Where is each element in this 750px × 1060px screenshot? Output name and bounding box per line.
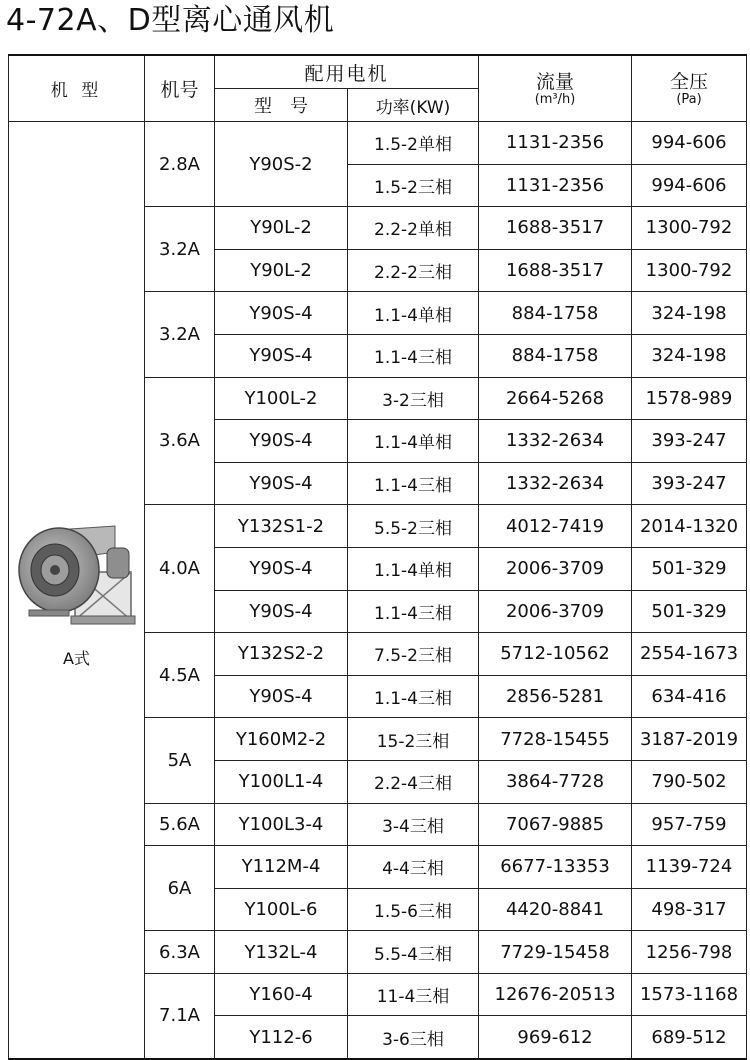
flow-cell: 7067-9885: [479, 803, 632, 846]
motor-model-cell: Y90S-4: [215, 334, 348, 377]
motor-power-cell: 11-4三相: [348, 973, 479, 1016]
pressure-cell: 994-606: [632, 164, 747, 207]
motor-model-cell: Y112M-4: [215, 846, 348, 889]
flow-cell: 2856-5281: [479, 675, 632, 718]
model-caption: A式: [63, 648, 90, 668]
col-header-motor-group: 配用电机: [215, 55, 479, 89]
pressure-cell: 994-606: [632, 122, 747, 165]
pressure-cell: 501-329: [632, 590, 747, 633]
col-header-model-type: 机 型: [9, 55, 145, 122]
machine-no-cell: 7.1A: [145, 973, 215, 1059]
motor-model-cell: Y132S1-2: [215, 505, 348, 548]
motor-model-cell: Y160-4: [215, 973, 348, 1016]
flow-cell: 884-1758: [479, 292, 632, 335]
motor-power-cell: 1.1-4单相: [348, 420, 479, 463]
pressure-cell: 1300-792: [632, 249, 747, 292]
pressure-cell: 689-512: [632, 1016, 747, 1059]
machine-no-cell: 4.5A: [145, 633, 215, 718]
flow-cell: 7728-15455: [479, 718, 632, 761]
flow-cell: 6677-13353: [479, 846, 632, 889]
table-body: [9, 122, 747, 1060]
motor-model-cell: Y90S-4: [215, 292, 348, 335]
flow-cell: 1688-3517: [479, 249, 632, 292]
pressure-cell: 957-759: [632, 803, 747, 846]
motor-power-cell: 1.5-2三相: [348, 164, 479, 207]
motor-power-cell: 2.2-2单相: [348, 207, 479, 250]
flow-cell: 1332-2634: [479, 462, 632, 505]
flow-cell: 1332-2634: [479, 420, 632, 463]
header-row-1: [9, 55, 747, 89]
col-header-flow: [479, 55, 632, 122]
motor-model-cell: Y90L-2: [215, 207, 348, 250]
motor-model-cell: Y90L-2: [215, 249, 348, 292]
motor-power-cell: 5.5-4三相: [348, 931, 479, 974]
pressure-cell: 1139-724: [632, 846, 747, 889]
machine-no-cell: 3.2A: [145, 207, 215, 292]
motor-power-cell: 1.1-4三相: [348, 675, 479, 718]
model-type-cell: [9, 122, 145, 1060]
flow-cell: 3864-7728: [479, 760, 632, 803]
pressure-cell: 501-329: [632, 547, 747, 590]
flow-cell: 2664-5268: [479, 377, 632, 420]
motor-power-cell: 3-2三相: [348, 377, 479, 420]
flow-cell: 1688-3517: [479, 207, 632, 250]
col-header-pressure: [632, 55, 747, 122]
flow-cell: 5712-10562: [479, 633, 632, 676]
pressure-cell: 634-416: [632, 675, 747, 718]
col-header-machine-no: 机号: [145, 55, 215, 122]
flow-cell: 884-1758: [479, 334, 632, 377]
motor-model-cell: Y90S-4: [215, 420, 348, 463]
motor-power-cell: 1.1-4单相: [348, 547, 479, 590]
motor-power-cell: 1.1-4三相: [348, 462, 479, 505]
flow-cell: 969-612: [479, 1016, 632, 1059]
col-header-motor-model: 型 号: [215, 89, 348, 122]
motor-model-cell: Y100L3-4: [215, 803, 348, 846]
flow-cell: 4420-8841: [479, 888, 632, 931]
machine-no-cell: 6.3A: [145, 931, 215, 974]
machine-no-cell: 3.6A: [145, 377, 215, 505]
motor-power-cell: 2.2-2三相: [348, 249, 479, 292]
flow-header-unit: (m³/h): [534, 91, 576, 107]
flow-cell: 1131-2356: [479, 164, 632, 207]
centrifugal-fan-icon: [15, 512, 139, 642]
motor-model-cell: Y100L-6: [215, 888, 348, 931]
motor-model-cell: Y90S-4: [215, 590, 348, 633]
pressure-header-label: 全压: [670, 70, 709, 93]
pressure-cell: 324-198: [632, 292, 747, 335]
flow-cell: 1131-2356: [479, 122, 632, 165]
motor-power-cell: 2.2-4三相: [348, 760, 479, 803]
motor-power-cell: 1.1-4三相: [348, 590, 479, 633]
flow-cell: 2006-3709: [479, 547, 632, 590]
machine-no-cell: 5.6A: [145, 803, 215, 846]
flow-cell: 12676-20513: [479, 973, 632, 1016]
pressure-cell: 1256-798: [632, 931, 747, 974]
pressure-header-unit: (Pa): [676, 91, 702, 107]
pressure-cell: 393-247: [632, 420, 747, 463]
motor-model-cell: Y132S2-2: [215, 633, 348, 676]
motor-power-cell: 7.5-2三相: [348, 633, 479, 676]
motor-power-cell: 3-6三相: [348, 1016, 479, 1059]
machine-no-cell: 4.0A: [145, 505, 215, 633]
pressure-cell: 1573-1168: [632, 973, 747, 1016]
flow-cell: 7729-15458: [479, 931, 632, 974]
pressure-cell: 3187-2019: [632, 718, 747, 761]
pressure-cell: 1300-792: [632, 207, 747, 250]
pressure-cell: 2554-1673: [632, 633, 747, 676]
machine-no-cell: 2.8A: [145, 122, 215, 207]
pressure-cell: 790-502: [632, 760, 747, 803]
pressure-cell: 498-317: [632, 888, 747, 931]
motor-power-cell: 15-2三相: [348, 718, 479, 761]
motor-power-cell: 1.1-4三相: [348, 334, 479, 377]
motor-model-cell: Y90S-4: [215, 462, 348, 505]
motor-model-cell: Y132L-4: [215, 931, 348, 974]
table-row: [9, 122, 747, 165]
motor-model-cell: Y90S-4: [215, 675, 348, 718]
machine-no-cell: 3.2A: [145, 292, 215, 377]
motor-model-cell: Y90S-4: [215, 547, 348, 590]
motor-model-cell: Y160M2-2: [215, 718, 348, 761]
flow-header-label: 流量: [536, 70, 575, 93]
flow-cell: 4012-7419: [479, 505, 632, 548]
motor-model-cell: Y90S-2: [215, 122, 348, 207]
motor-power-cell: 1.1-4单相: [348, 292, 479, 335]
motor-model-cell: Y100L-2: [215, 377, 348, 420]
fan-illustration: [9, 512, 144, 669]
motor-power-cell: 5.5-2三相: [348, 505, 479, 548]
machine-no-cell: 5A: [145, 718, 215, 803]
motor-power-cell: 1.5-6三相: [348, 888, 479, 931]
machine-no-cell: 6A: [145, 846, 215, 931]
spec-table: [8, 54, 747, 1060]
motor-power-cell: 3-4三相: [348, 803, 479, 846]
motor-power-cell: 1.5-2单相: [348, 122, 479, 165]
motor-model-cell: Y112-6: [215, 1016, 348, 1059]
col-header-motor-power: 功率(KW): [348, 89, 479, 122]
pressure-cell: 393-247: [632, 462, 747, 505]
page-title: 4-72A、D型离心通风机: [6, 3, 335, 38]
pressure-cell: 2014-1320: [632, 505, 747, 548]
pressure-cell: 324-198: [632, 334, 747, 377]
pressure-cell: 1578-989: [632, 377, 747, 420]
motor-power-cell: 4-4三相: [348, 846, 479, 889]
motor-model-cell: Y100L1-4: [215, 760, 348, 803]
flow-cell: 2006-3709: [479, 590, 632, 633]
